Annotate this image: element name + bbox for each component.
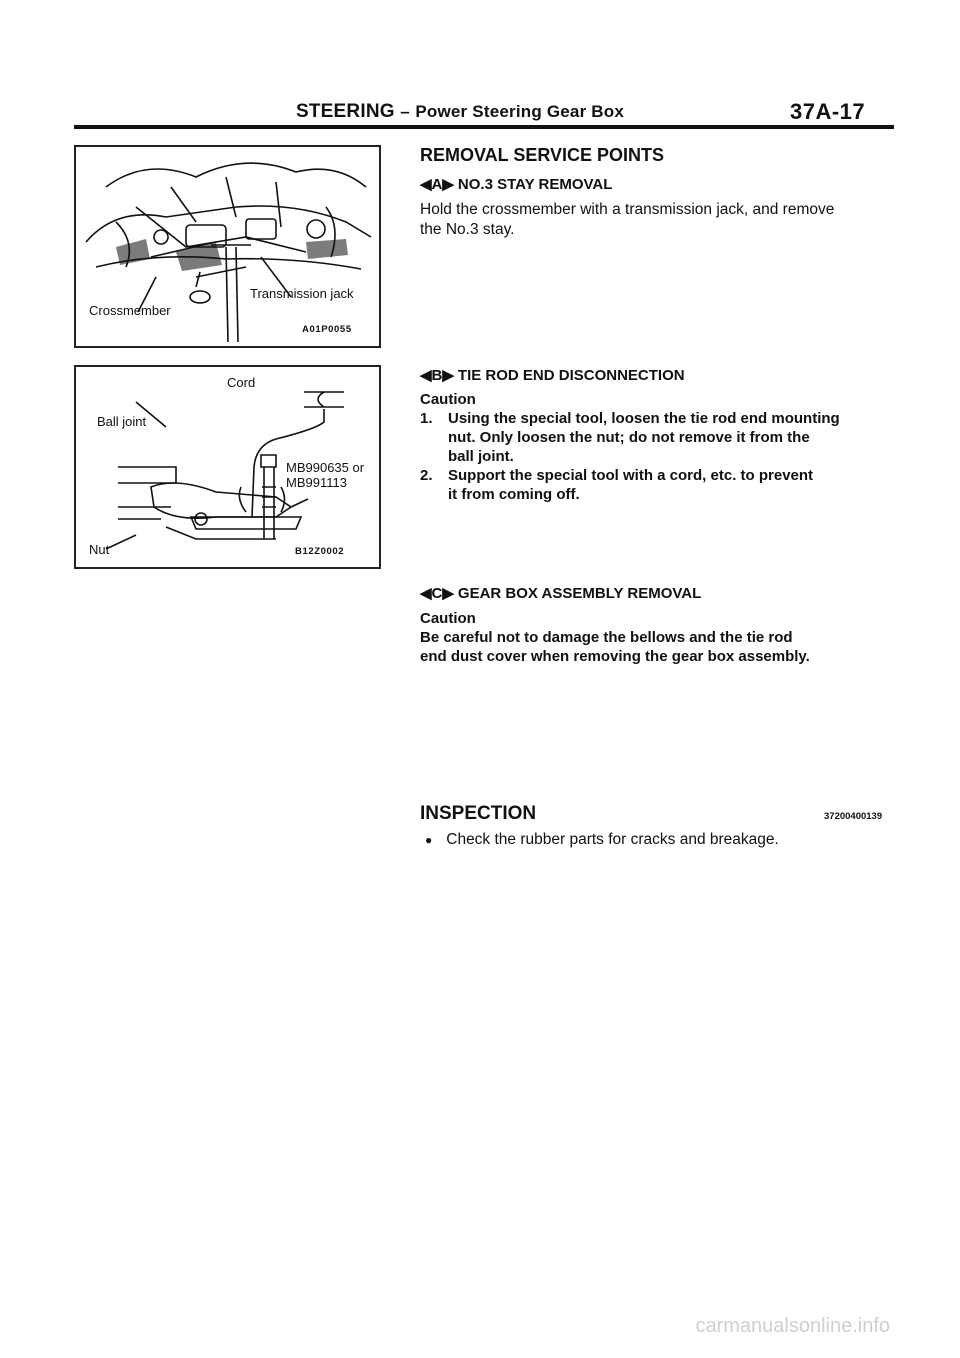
watermark-text: carmanualsonline.info bbox=[695, 1315, 890, 1337]
subsection-c-heading bbox=[420, 584, 701, 602]
subsection-a-title: NO.3 STAY REMOVAL bbox=[457, 176, 613, 193]
subsection-name: Power Steering Gear Box bbox=[415, 102, 625, 121]
inspection-item-text: Check the rubber parts for cracks and breakage. bbox=[446, 831, 779, 848]
page-number: 37A-17 bbox=[790, 99, 866, 124]
header-rule bbox=[74, 125, 894, 129]
subsection-b-heading bbox=[420, 366, 685, 384]
reference-badge-c: ◀C▶ bbox=[420, 585, 454, 602]
label-nut: Nut bbox=[89, 542, 110, 557]
label-special-tool-line1: MB990635 or bbox=[286, 460, 365, 475]
figure-tie-rod-tool bbox=[74, 365, 381, 569]
reference-badge-a: ◀A▶ bbox=[420, 176, 454, 193]
subsection-a-heading bbox=[420, 175, 612, 193]
label-transmission-jack: Transmission jack bbox=[250, 286, 354, 301]
reference-badge-b: ◀B▶ bbox=[420, 367, 454, 384]
text-line: Hold the crossmember with a transmission jack, and remove bbox=[420, 201, 835, 218]
subsection-a-text bbox=[420, 200, 890, 240]
inspection-code: 37200400139 bbox=[824, 811, 883, 822]
section-name: STEERING bbox=[296, 101, 395, 122]
figure-crossmember-jack bbox=[74, 145, 381, 348]
caution-text-line: Be careful not to damage the bellows and the tie rod bbox=[420, 629, 793, 646]
item-text: Using the special tool, loosen the tie rod end mounting bbox=[448, 410, 840, 427]
figure-code: A01P0055 bbox=[302, 324, 352, 335]
subsection-b-title: TIE ROD END DISCONNECTION bbox=[457, 367, 685, 384]
subsection-c-caution bbox=[420, 609, 890, 666]
item-number: 2. bbox=[420, 467, 433, 484]
page-header-title bbox=[296, 101, 624, 123]
caution-text-line: end dust cover when removing the gear box assembly. bbox=[420, 648, 810, 665]
text-line: the No.3 stay. bbox=[420, 221, 515, 238]
subsection-b-caution bbox=[420, 390, 890, 504]
header-separator: – bbox=[400, 102, 410, 121]
section-title-removal: REMOVAL SERVICE POINTS bbox=[420, 145, 665, 165]
figure-code: B12Z0002 bbox=[295, 546, 345, 557]
caution-label: Caution bbox=[420, 610, 476, 627]
caution-item-2 bbox=[420, 466, 890, 485]
label-special-tool-line2: MB991113 bbox=[286, 475, 347, 490]
inspection-item bbox=[425, 830, 779, 850]
item-text: Support the special tool with a cord, etc. to prevent bbox=[448, 467, 814, 484]
label-cord: Cord bbox=[227, 375, 256, 390]
label-ball-joint: Ball joint bbox=[97, 414, 147, 429]
label-crossmember: Crossmember bbox=[89, 303, 171, 318]
caution-item-1 bbox=[420, 409, 890, 428]
section-title-inspection: INSPECTION bbox=[420, 803, 537, 824]
bullet-icon: ● bbox=[425, 833, 433, 847]
caution-item-1-cont: nut. Only loosen the nut; do not remove it from the bbox=[448, 429, 810, 446]
subsection-c-title: GEAR BOX ASSEMBLY REMOVAL bbox=[457, 585, 702, 602]
caution-item-2-cont: it from coming off. bbox=[448, 486, 580, 503]
caution-label: Caution bbox=[420, 391, 476, 408]
item-number: 1. bbox=[420, 410, 433, 427]
caution-item-1-cont: ball joint. bbox=[448, 448, 514, 465]
